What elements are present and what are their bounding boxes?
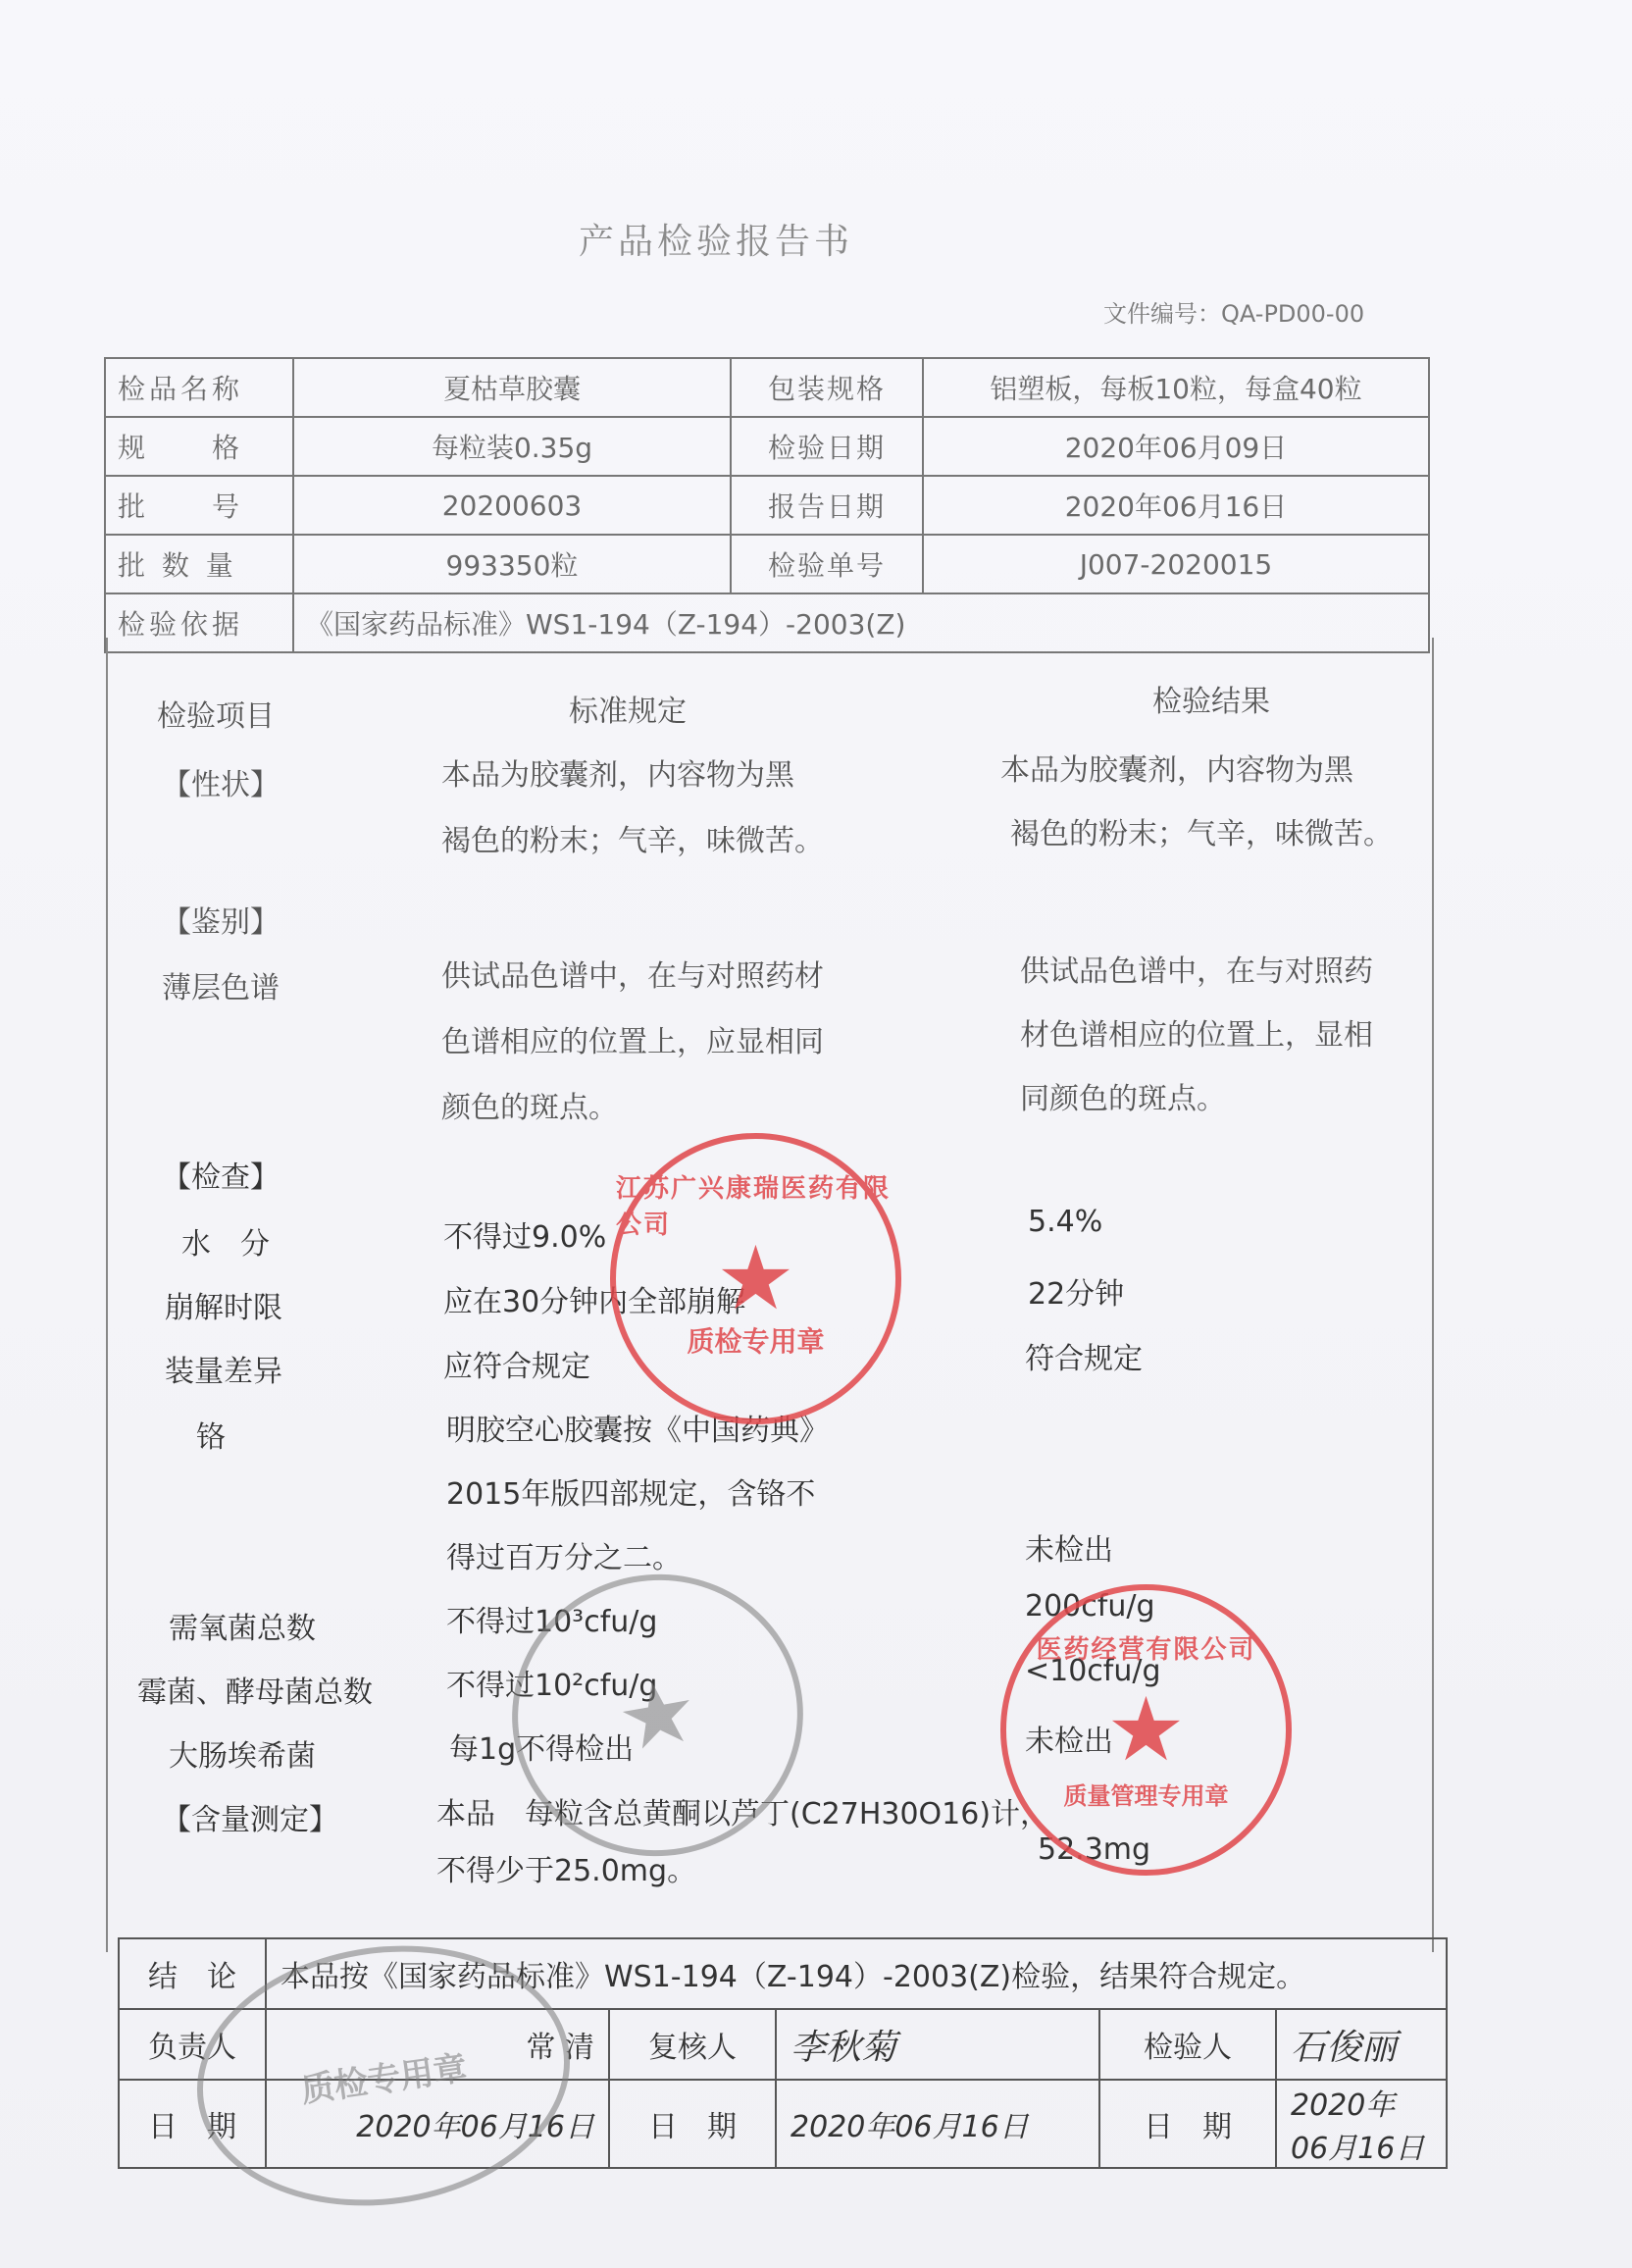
item-water: 水 分 <box>181 1227 270 1262</box>
business-seal <box>1000 1584 1292 1876</box>
header-label: 检验依据 <box>105 593 293 652</box>
result-line: 符合规定 <box>1025 1342 1143 1376</box>
reviewer-label: 复核人 <box>609 2009 776 2080</box>
header-value: 每粒装0.35g <box>293 417 731 476</box>
conclusion-text: 本品按《国家药品标准》WS1-194（Z-194）-2003(Z)检验，结果符合规定。 <box>266 1938 1447 2009</box>
responsible-label: 负责人 <box>119 2009 266 2080</box>
header-label: 检品名称 <box>105 358 293 417</box>
result-line: 材色谱相应的位置上，显相 <box>1020 1018 1373 1053</box>
result-line: 同颜色的斑点。 <box>1020 1082 1226 1116</box>
standard-line: 应符合规定 <box>443 1350 590 1384</box>
result-line: <10cfu/g <box>1025 1654 1161 1688</box>
header-value: 夏枯草胶囊 <box>293 358 731 417</box>
column-standard: 标准规定 <box>569 695 687 729</box>
inspector-name <box>1276 2009 1447 2080</box>
result-line: 22分钟 <box>1028 1277 1125 1312</box>
standard-line: 颜色的斑点。 <box>441 1091 618 1125</box>
header-label: 报告日期 <box>731 476 923 535</box>
header-label: 批 号 <box>105 476 293 535</box>
header-value: 993350粒 <box>293 535 731 593</box>
result-line: 未检出 <box>1025 1533 1113 1568</box>
header-value: 2020年06月16日 <box>923 476 1429 535</box>
header-label: 批 数 量 <box>105 535 293 593</box>
date-label: 日 期 <box>119 2080 266 2168</box>
item-assay: 【含量测定】 <box>162 1803 338 1837</box>
seal-text: 质检专用章 <box>298 2047 470 2111</box>
header-value: J007-2020015 <box>923 535 1429 593</box>
seal-text: 江苏广兴康瑞医药有限公司 <box>616 1174 892 1240</box>
star-icon: ★ <box>716 1226 795 1330</box>
responsible-signature: 常 清 <box>526 2031 594 2065</box>
standard-line: 供试品色谱中，在与对照药材 <box>441 959 824 994</box>
header-label: 规 格 <box>105 417 293 476</box>
item-appearance: 【性状】 <box>162 768 280 802</box>
item-mold-yeast: 霉菌、酵母菌总数 <box>137 1675 373 1710</box>
header-row <box>105 535 1429 593</box>
document-title: 产品检验报告书 <box>579 222 854 262</box>
standard-line: 得过百万分之二。 <box>446 1541 682 1575</box>
standard-line: 不得过9.0% <box>443 1220 607 1255</box>
reviewer-name <box>776 2009 1099 2080</box>
header-value: 20200603 <box>293 476 731 535</box>
header-value: 铝塑板，每板10粒，每盒40粒 <box>923 358 1429 417</box>
standard-line: 本品为胶囊剂，内容物为黑 <box>441 758 794 793</box>
standard-line: 2015年版四部规定，含铬不 <box>446 1477 816 1512</box>
standard-line: 不得少于25.0mg。 <box>436 1854 697 1888</box>
standard-line: 褐色的粉末；气辛，味微苦。 <box>441 824 824 858</box>
result-line: 本品为胶囊剂，内容物为黑 <box>1000 753 1353 788</box>
header-label: 包装规格 <box>731 358 923 417</box>
reviewer-date: 2020年06月16日 <box>776 2080 1099 2168</box>
conclusion-label: 结 论 <box>119 1938 266 2009</box>
standard-line: 色谱相应的位置上，应显相同 <box>441 1025 824 1059</box>
standard-line: 每1g不得检出 <box>449 1732 635 1767</box>
standard-line: 不得过10³cfu/g <box>446 1605 658 1639</box>
column-item: 检验项目 <box>157 699 275 734</box>
document-number: 文件编号：QA-PD00-00 <box>1103 300 1365 328</box>
star-icon: ★ <box>609 1657 706 1773</box>
column-result: 检验结果 <box>1152 685 1270 719</box>
seal-subtext: 质检专用章 <box>687 1325 825 1358</box>
date-label: 日 期 <box>609 2080 776 2168</box>
standard-line: 明胶空心胶囊按《中国药典》 <box>446 1414 829 1448</box>
header-label: 检验日期 <box>731 417 923 476</box>
result-line: 供试品色谱中，在与对照药 <box>1020 954 1373 989</box>
seal-subtext: 质量管理专用章 <box>1063 1782 1229 1810</box>
header-value: 2020年06月09日 <box>923 417 1429 476</box>
result-line: 未检出 <box>1025 1725 1113 1759</box>
header-table <box>104 357 1430 653</box>
item-disintegration: 崩解时限 <box>165 1291 282 1325</box>
header-row <box>105 417 1429 476</box>
item-identify: 【鉴别】 <box>162 905 280 940</box>
standard-line: 应在30分钟内全部崩解 <box>443 1285 746 1319</box>
seal-text: 医药经营有限公司 <box>1036 1635 1256 1665</box>
item-ecoli: 大肠埃希菌 <box>169 1739 316 1774</box>
date-label: 日 期 <box>1099 2080 1276 2168</box>
item-aerobic-count: 需氧菌总数 <box>169 1612 316 1646</box>
header-row <box>105 476 1429 535</box>
item-tlc: 薄层色谱 <box>162 971 280 1005</box>
header-label: 检验单号 <box>731 535 923 593</box>
result-line: 褐色的粉末；气辛，味微苦。 <box>1010 817 1393 851</box>
reviewer-signature: 李秋菊 <box>790 2027 897 2068</box>
standard-line: 不得过10²cfu/g <box>446 1669 658 1703</box>
item-weight-variation: 装量差异 <box>165 1355 282 1389</box>
result-line: 5.4% <box>1028 1205 1103 1239</box>
company-seal <box>610 1133 901 1424</box>
result-line: 200cfu/g <box>1025 1589 1155 1624</box>
standard-line: 本品 每粒含总黄酮以芦丁(C27H30O16)计， <box>436 1797 1050 1831</box>
header-row <box>105 358 1429 417</box>
inspector-signature: 石俊丽 <box>1291 2027 1398 2068</box>
header-value: 《国家药品标准》WS1-194（Z-194）-2003(Z) <box>293 593 1429 652</box>
star-icon: ★ <box>1106 1677 1186 1781</box>
item-chromium: 铬 <box>196 1420 226 1455</box>
item-check: 【检查】 <box>162 1160 280 1195</box>
result-line: 52.3mg <box>1038 1832 1151 1867</box>
inspector-date: 2020年06月16日 <box>1276 2080 1447 2168</box>
inspector-label: 检验人 <box>1099 2009 1276 2080</box>
responsible-date: 2020年06月16日 <box>266 2080 609 2168</box>
